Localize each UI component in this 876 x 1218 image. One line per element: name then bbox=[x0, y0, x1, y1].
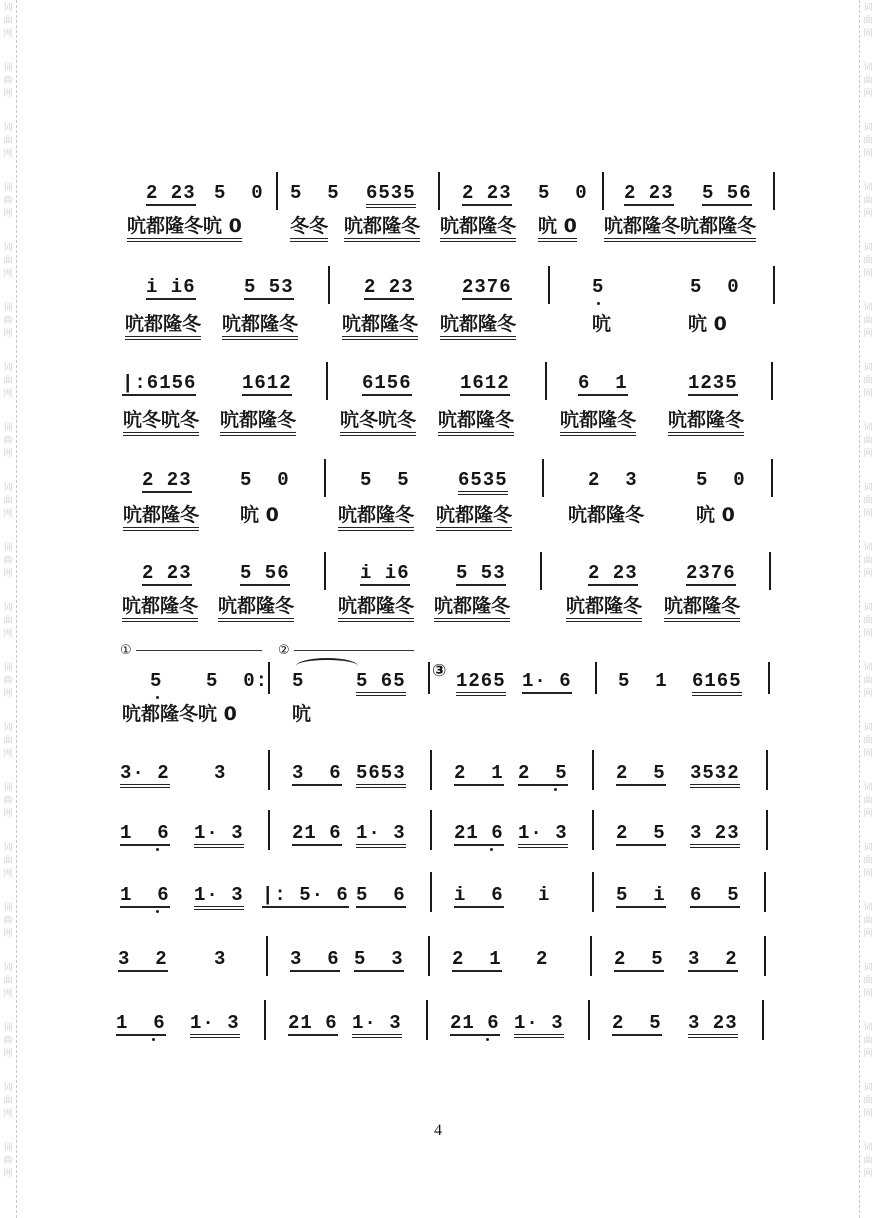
watermark-text: 词 曲 网 bbox=[3, 903, 13, 939]
note-group: 3 23 bbox=[688, 1012, 738, 1038]
note-group: 1 6 bbox=[120, 884, 170, 906]
volta-2-number: ② bbox=[278, 643, 290, 658]
note-group: 2 5 bbox=[612, 1012, 662, 1034]
watermark-text: 词 曲 网 bbox=[863, 903, 873, 939]
watermark-text: 词 曲 网 bbox=[3, 1083, 13, 1119]
bar-line bbox=[540, 552, 542, 590]
lyric: 吭 0 bbox=[688, 313, 727, 335]
lyric: 吭都隆冬 bbox=[434, 594, 510, 622]
note-group: 5 0 bbox=[240, 469, 290, 491]
note-group: 1 6 bbox=[116, 1012, 166, 1034]
note-group: 3 23 bbox=[690, 822, 740, 848]
note-group: 5 65 bbox=[356, 670, 406, 696]
watermark-text: 词 曲 网 bbox=[3, 483, 13, 519]
bar-line bbox=[266, 936, 268, 976]
note-group: 2 bbox=[536, 948, 549, 970]
watermark-text: 词 曲 网 bbox=[863, 543, 873, 579]
bar-line bbox=[762, 1000, 764, 1040]
lyric: 吭冬吭冬 bbox=[123, 408, 199, 436]
note-group: 3 6 bbox=[292, 762, 342, 784]
watermark-text: 词 曲 网 bbox=[3, 423, 13, 459]
watermark-text: 词 曲 网 bbox=[863, 1143, 873, 1179]
note-group: 1612 bbox=[460, 372, 510, 394]
low-octave-dot bbox=[597, 302, 600, 305]
note-group: 5 53 bbox=[456, 562, 506, 584]
note-group: 5 1 bbox=[618, 670, 668, 692]
lyric: 冬冬 bbox=[290, 214, 328, 242]
note-group: 1· 3 bbox=[514, 1012, 564, 1038]
note-group: 21 6 bbox=[454, 822, 504, 844]
bar-line bbox=[766, 750, 768, 790]
note-group: 5 0: bbox=[206, 670, 269, 692]
bar-line bbox=[426, 1000, 428, 1040]
bar-line bbox=[588, 1000, 590, 1040]
watermark-text: 词 曲 网 bbox=[3, 303, 13, 339]
lyric: 吭都隆冬 bbox=[568, 504, 645, 526]
watermark-text: 词 曲 网 bbox=[863, 1023, 873, 1059]
note-group: 3532 bbox=[690, 762, 740, 788]
bar-line bbox=[326, 362, 328, 400]
note-group: 5 0 bbox=[538, 182, 588, 204]
note-group: 5 56 bbox=[240, 562, 290, 584]
note-group: 1· 3 bbox=[190, 1012, 240, 1038]
note-group: 3 2 bbox=[118, 948, 168, 970]
bar-line bbox=[773, 266, 775, 304]
watermark-text: 词 曲 网 bbox=[3, 963, 13, 999]
lyric: 吭都隆冬 bbox=[125, 312, 201, 340]
note-group: |: 5· 6 bbox=[262, 884, 349, 906]
watermark-text: 词 曲 网 bbox=[863, 843, 873, 879]
note-group: 2 23 bbox=[142, 469, 192, 491]
note-group: 5 bbox=[292, 670, 305, 692]
lyric: 吭都隆冬 bbox=[664, 594, 740, 622]
low-octave-dot bbox=[486, 1038, 489, 1041]
watermark-text: 词 曲 网 bbox=[863, 723, 873, 759]
note-group: i i6 bbox=[146, 276, 196, 298]
lyric: 吭都隆冬 bbox=[220, 408, 296, 436]
lyric: 吭都隆冬 bbox=[436, 503, 512, 531]
watermark-text: 词 曲 网 bbox=[3, 1143, 13, 1179]
note-group: 3 bbox=[214, 762, 227, 784]
bar-line bbox=[773, 172, 775, 210]
bar-line bbox=[328, 266, 330, 304]
note-group: 5 0 bbox=[690, 276, 740, 298]
note-group: 2 23 bbox=[364, 276, 414, 298]
note-group: 2 1 bbox=[452, 948, 502, 970]
page-number: 4 bbox=[434, 1122, 442, 1139]
note-group: 2376 bbox=[462, 276, 512, 298]
note-group: 1· 3 bbox=[194, 884, 244, 910]
note-group: 2 23 bbox=[588, 562, 638, 584]
lyric: 吭 0 bbox=[240, 504, 279, 526]
watermark-text: 词 曲 网 bbox=[3, 543, 13, 579]
volta-1-number: ① bbox=[120, 643, 132, 658]
lyric: 吭都隆冬 bbox=[338, 594, 414, 622]
note-group: 3· 2 bbox=[120, 762, 170, 788]
note-group: 5 i bbox=[616, 884, 666, 906]
bar-line bbox=[430, 750, 432, 790]
low-octave-dot bbox=[554, 788, 557, 791]
bar-line bbox=[602, 172, 604, 210]
lyric: 吭都隆冬 bbox=[438, 408, 514, 436]
watermark-text: 词 曲 网 bbox=[863, 483, 873, 519]
note-group: 6165 bbox=[692, 670, 742, 696]
note-group: 6535 bbox=[458, 469, 508, 495]
watermark-text: 词 曲 网 bbox=[3, 1023, 13, 1059]
low-octave-dot bbox=[156, 696, 159, 699]
bar-line bbox=[268, 750, 270, 790]
bar-line bbox=[268, 810, 270, 850]
watermark-text: 词 曲 网 bbox=[863, 363, 873, 399]
low-octave-dot bbox=[490, 848, 493, 851]
note-group: 2 5 bbox=[518, 762, 568, 784]
note-group: 1265 bbox=[456, 670, 506, 696]
watermark-text: 词 曲 网 bbox=[3, 123, 13, 159]
note-group: i i6 bbox=[360, 562, 410, 584]
watermark-text: 词 曲 网 bbox=[863, 423, 873, 459]
bar-line bbox=[324, 459, 326, 497]
lyric: 吭都隆冬 bbox=[342, 312, 418, 340]
bar-line bbox=[428, 662, 430, 694]
note-group: 1· 3 bbox=[518, 822, 568, 848]
note-group: 3 bbox=[214, 948, 227, 970]
watermark-text: 词 曲 网 bbox=[3, 63, 13, 99]
note-group: 1· 3 bbox=[352, 1012, 402, 1038]
note-group: 2 5 bbox=[614, 948, 664, 970]
bar-line bbox=[324, 552, 326, 590]
note-group: 5653 bbox=[356, 762, 406, 788]
watermark-text: 词 曲 网 bbox=[3, 723, 13, 759]
watermark-text: 词 曲 网 bbox=[3, 783, 13, 819]
note-group: 6 1 bbox=[578, 372, 628, 394]
watermark-text: 词 曲 网 bbox=[3, 603, 13, 639]
note-group: 5 0 bbox=[214, 182, 264, 204]
note-group: 3 6 bbox=[290, 948, 340, 970]
watermark-text: 词 曲 网 bbox=[863, 183, 873, 219]
bar-line bbox=[771, 459, 773, 497]
watermark-text: 词 曲 网 bbox=[863, 1083, 873, 1119]
slur bbox=[296, 658, 358, 674]
lyric: 吭都隆冬 bbox=[668, 408, 744, 436]
watermark-text: 词 曲 网 bbox=[3, 183, 13, 219]
low-octave-dot bbox=[152, 1038, 155, 1041]
note-group: 2 23 bbox=[146, 182, 196, 204]
watermark-text: 词 曲 网 bbox=[863, 303, 873, 339]
bar-line bbox=[545, 362, 547, 400]
bar-line bbox=[264, 1000, 266, 1040]
watermark-text: 词 曲 网 bbox=[863, 3, 873, 39]
bar-line bbox=[595, 662, 597, 694]
lyric: 吭都隆冬吭 0 bbox=[122, 703, 237, 725]
bar-line bbox=[548, 266, 550, 304]
bar-line bbox=[769, 552, 771, 590]
lyric: 吭都隆冬 bbox=[338, 503, 414, 531]
low-octave-dot bbox=[156, 910, 159, 913]
note-group: 5 56 bbox=[702, 182, 752, 204]
watermark-text: 词 曲 网 bbox=[863, 783, 873, 819]
note-group: 5 5 bbox=[360, 469, 410, 491]
watermark-text: 词 曲 网 bbox=[863, 603, 873, 639]
right-watermark-strip bbox=[859, 0, 876, 1218]
note-group: 2 3 bbox=[588, 469, 638, 491]
watermark-text: 词 曲 网 bbox=[3, 663, 13, 699]
bar-line bbox=[268, 662, 270, 694]
note-group: 2376 bbox=[686, 562, 736, 584]
watermark-text: 词 曲 网 bbox=[3, 3, 13, 39]
low-octave-dot bbox=[156, 848, 159, 851]
note-group: 5 53 bbox=[244, 276, 294, 298]
note-group: 5 6 bbox=[356, 884, 406, 906]
lyric: 吭都隆冬 bbox=[566, 594, 642, 622]
lyric: 吭都隆冬 bbox=[560, 408, 636, 436]
note-group: 21 6 bbox=[450, 1012, 500, 1034]
watermark-text: 词 曲 网 bbox=[863, 963, 873, 999]
note-group: 2 23 bbox=[462, 182, 512, 204]
watermark-text: 词 曲 网 bbox=[863, 663, 873, 699]
volta-1-bracket bbox=[136, 650, 262, 652]
note-group: 5 bbox=[592, 276, 605, 298]
lyric: 吭都隆冬吭都隆冬 bbox=[604, 214, 756, 242]
bar-line bbox=[430, 810, 432, 850]
note-group: 2 23 bbox=[142, 562, 192, 584]
lyric: 吭都隆冬 bbox=[122, 594, 198, 622]
bar-line bbox=[542, 459, 544, 497]
bar-line bbox=[590, 936, 592, 976]
note-group: 1235 bbox=[688, 372, 738, 394]
note-group: 1 6 bbox=[120, 822, 170, 844]
bar-line bbox=[430, 872, 432, 912]
note-group: 2 23 bbox=[624, 182, 674, 204]
note-group: 6 5 bbox=[690, 884, 740, 906]
bar-line bbox=[771, 362, 773, 400]
lyric: 吭 bbox=[292, 703, 312, 725]
watermark-text: 词 曲 网 bbox=[3, 843, 13, 879]
bar-line bbox=[768, 662, 770, 694]
note-group: 1· 3 bbox=[194, 822, 244, 848]
lyric: 吭都隆冬 bbox=[218, 594, 294, 622]
lyric: 吭 0 bbox=[696, 504, 735, 526]
note-group: 6535 bbox=[366, 182, 416, 208]
note-group: i 6 bbox=[454, 884, 504, 906]
bar-line bbox=[764, 936, 766, 976]
lyric: 吭冬吭冬 bbox=[340, 408, 416, 436]
lyric: 吭都隆冬 bbox=[123, 503, 199, 531]
lyric: 吭都隆冬 bbox=[222, 312, 298, 340]
lyric: 吭 0 bbox=[538, 214, 577, 242]
lyric: 吭都隆冬 bbox=[344, 214, 420, 242]
left-watermark-strip bbox=[0, 0, 17, 1218]
note-group: 6156 bbox=[362, 372, 412, 394]
note-group: 1· 6 bbox=[522, 670, 572, 692]
note-group: 21 6 bbox=[288, 1012, 338, 1034]
volta-2-bracket bbox=[294, 650, 414, 652]
bar-line bbox=[438, 172, 440, 210]
lyric: 吭 bbox=[592, 313, 612, 335]
bar-line bbox=[592, 750, 594, 790]
bar-line bbox=[592, 810, 594, 850]
note-group: 21 6 bbox=[292, 822, 342, 844]
bar-line bbox=[276, 172, 278, 210]
bar-line bbox=[592, 872, 594, 912]
lyric: 吭都隆冬 bbox=[440, 312, 516, 340]
watermark-text: 词 曲 网 bbox=[863, 63, 873, 99]
watermark-text: 词 曲 网 bbox=[863, 123, 873, 159]
bar-line bbox=[428, 936, 430, 976]
note-group: 2 1 bbox=[454, 762, 504, 784]
watermark-text: 词 曲 网 bbox=[863, 243, 873, 279]
watermark-text: 词 曲 网 bbox=[3, 363, 13, 399]
note-group: 5 0 bbox=[696, 469, 746, 491]
segment-mark: ③ bbox=[432, 661, 447, 681]
bar-line bbox=[766, 810, 768, 850]
note-group: 5 bbox=[150, 670, 163, 692]
lyric: 吭都隆冬 bbox=[440, 214, 516, 242]
note-group: 5 3 bbox=[354, 948, 404, 970]
note-group: |:6156 bbox=[122, 372, 197, 394]
note-group: 5 5 bbox=[290, 182, 340, 204]
bar-line bbox=[764, 872, 766, 912]
note-group: i bbox=[538, 884, 551, 906]
note-group: 2 5 bbox=[616, 822, 666, 844]
note-group: 1612 bbox=[242, 372, 292, 394]
watermark-text: 词 曲 网 bbox=[3, 243, 13, 279]
note-group: 2 5 bbox=[616, 762, 666, 784]
lyric: 吭都隆冬吭 0 bbox=[127, 214, 242, 242]
note-group: 3 2 bbox=[688, 948, 738, 970]
note-group: 1· 3 bbox=[356, 822, 406, 848]
